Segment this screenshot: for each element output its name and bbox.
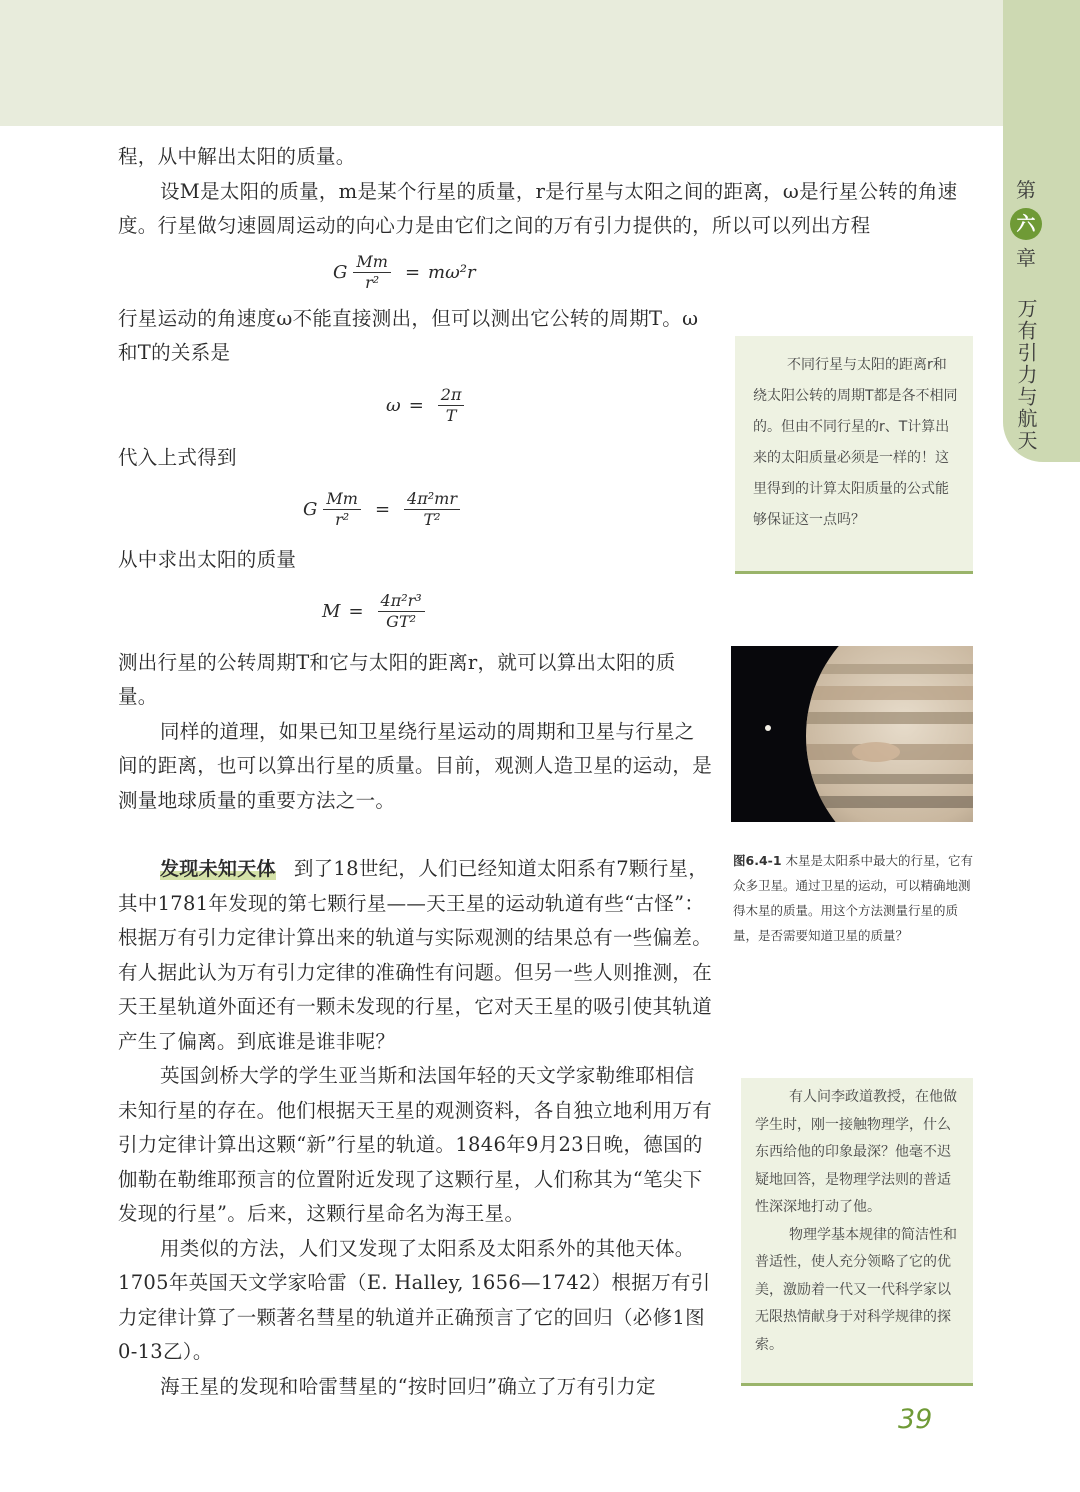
equation-2 xyxy=(386,371,718,441)
paragraph: 英国剑桥大学的学生亚当斯和法国年轻的天文学家勒维耶相信未知行星的存在。他们根据天王星的观测资料，各自独立地利用万有引力定律计算出这颗“新”行星的轨道。1846年9月23日晚，德国的伽勒在勒维耶预言的位置附近发现了这颗行星，人们称其为“笔尖下发现的行星”。后来，这颗行星命名为海王星。 xyxy=(118,1064,713,1225)
paragraph: 从中求出太阳的质量 xyxy=(118,548,297,571)
fraction xyxy=(438,385,465,426)
fraction xyxy=(323,489,361,530)
fraction-denominator: T xyxy=(445,406,457,425)
fraction-numerator: Mm xyxy=(323,489,361,510)
page-number: 39 xyxy=(898,1404,933,1435)
fraction xyxy=(353,252,391,293)
jupiter-photo xyxy=(731,646,973,822)
equation-4 xyxy=(322,578,718,646)
paragraph: 同样的道理，如果已知卫星绕行星运动的周期和卫星与行星之间的距离，也可以算出行星的质量。目前，观测人造卫星的运动，是测量地球质量的重要方法之一。 xyxy=(118,719,713,812)
chapter-prefix: 第 xyxy=(1016,178,1036,202)
equals-sign: = xyxy=(404,262,421,283)
chapter-number-badge: 六 xyxy=(1010,208,1042,240)
eq-rhs: mω²r xyxy=(428,262,476,283)
section-spacer xyxy=(118,818,718,852)
fraction xyxy=(378,591,425,632)
chapter-tab-label xyxy=(1006,180,1046,452)
side-note-text: 不同行星与太阳的距离r和绕太阳公转的周期T都是各不相同的。但由不同行星的r、T计算出来的太阳质量必须是一样的！这里得到的计算太阳质量的公式能够保证这一点吗？ xyxy=(753,357,958,528)
equals-sign: = xyxy=(348,601,364,622)
eq-symbol: ω xyxy=(386,395,401,416)
equation-3 xyxy=(303,475,718,543)
paragraph: 程，从中解出太阳的质量。 xyxy=(118,145,356,168)
chapter-title: 万有引力与航天 xyxy=(1014,298,1038,452)
section-heading: 发现未知天体 xyxy=(160,858,276,880)
eq-symbol: G xyxy=(333,262,348,283)
fraction-numerator: Mm xyxy=(353,252,391,273)
side-note-reading xyxy=(741,1078,973,1386)
eq-symbol: M xyxy=(322,601,341,622)
fraction xyxy=(404,489,460,530)
paragraph: 测出行星的公转周期T和它与太阳的距离r，就可以算出太阳的质量。 xyxy=(118,650,676,708)
side-note-paragraph: 有人问李政道教授，在他做学生时，刚一接触物理学，什么东西给他的印象最深？他毫不迟疑地回答，是物理学法则的普适性深深地打动了他。 xyxy=(755,1089,957,1215)
fraction-numerator: 4π²mr xyxy=(404,489,460,510)
equation-1 xyxy=(333,244,718,302)
figure-caption-text: 木星是太阳系中最大的行星，它有众多卫星。通过卫星的运动，可以精确地测得木星的质量。用这个方法测量行星的质量，是否需要知道卫星的质量？ xyxy=(733,853,974,943)
fraction-denominator: r² xyxy=(335,509,350,529)
paragraph: 代入上式得到 xyxy=(118,445,237,469)
eq-symbol: G xyxy=(303,498,318,520)
figure-caption xyxy=(733,848,975,948)
side-note-paragraph: 物理学基本规律的简洁性和普适性，使人充分领略了它的优美，激励着一代又一代科学家以无限热情献身于对科学规律的探索。 xyxy=(755,1226,957,1353)
figure-id: 图6.4-1 xyxy=(733,853,782,868)
equals-sign: = xyxy=(374,498,391,520)
fraction-denominator: T² xyxy=(423,509,441,529)
paragraph: 设M是太阳的质量，m是某个行星的质量，r是行星与太阳之间的距离，ω是行星公转的角速度。行星做匀速圆周运动的向心力是由它们之间的万有引力提供的，所以可以列出方程 xyxy=(118,179,958,237)
paragraph-text: 到了18世纪，人们已经知道太阳系有7颗行星，其中1781年发现的第七颗行星——天王星的运动轨道有些“古怪”：根据万有引力定律计算出来的轨道与实际观测的结果总有一些偏差。有人据此认为万有引力定律的准确性有问题。但另一些人则推测，在天王星轨道外面还有一颗未发现的行星，它对天王星的吸引使其轨道产生了偏离。到底谁是谁非呢？ xyxy=(118,857,713,1053)
page-header-band xyxy=(0,0,1003,126)
equals-sign: = xyxy=(408,395,424,416)
fraction-numerator: 2π xyxy=(438,385,465,406)
fraction-denominator: r² xyxy=(365,273,380,292)
paragraph: 行星运动的角速度ω不能直接测出，但可以测出它公转的周期T。ω和T的关系是 xyxy=(118,306,699,364)
chapter-suffix: 章 xyxy=(1016,246,1036,270)
paragraph: 海王星的发现和哈雷彗星的“按时回归”确立了万有引力定 xyxy=(160,1374,656,1398)
jupiter-image xyxy=(731,646,973,822)
fraction-numerator: 4π²r³ xyxy=(378,591,425,612)
fraction-denominator: GT² xyxy=(386,612,417,631)
section-paragraph xyxy=(118,852,712,1059)
paragraph: 用类似的方法，人们又发现了太阳系及太阳系外的其他天体。1705年英国天文学家哈雷（E. Halley, 1656—1742）根据万有引力定律计算了一颗著名彗星的轨道并正确预言了它的回归（必修1图0-13乙）。 xyxy=(118,1236,711,1363)
side-note-question xyxy=(735,336,973,574)
